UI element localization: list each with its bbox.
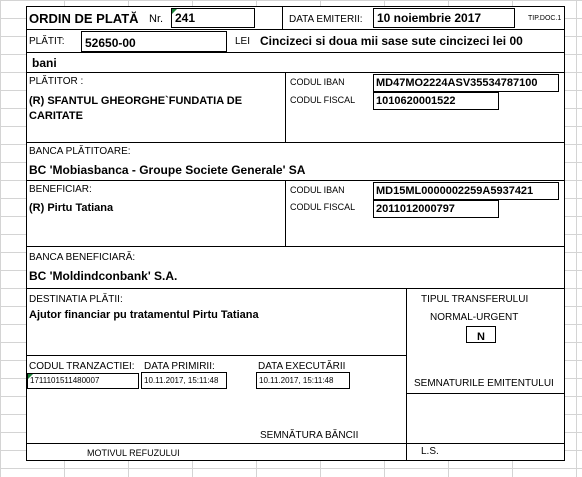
transfer-urgency-label: NORMAL-URGENT (430, 312, 519, 323)
beneficiary-iban-value: MD15ML0000002259A5937421 (376, 185, 534, 197)
divider (27, 355, 406, 356)
date-label: DATA EMITERII: (289, 14, 363, 25)
destination-label: DESTINATIA PLĂTII: (29, 294, 123, 305)
ls-label: L.S. (421, 446, 439, 457)
transfer-type-field[interactable] (466, 326, 496, 343)
date-value: 10 noiembrie 2017 (377, 11, 482, 25)
beneficiary-iban-field[interactable] (373, 182, 559, 200)
received-date-field[interactable] (141, 373, 227, 389)
divider (406, 288, 407, 460)
transfer-type-value: N (477, 331, 485, 343)
beneficiary-iban-label: CODUL IBAN (290, 185, 345, 195)
amount-label: PLĂTIT: (29, 36, 65, 47)
payer-fiscal-value: 1010620001522 (376, 95, 456, 107)
beneficiary-fiscal-label: CODUL FISCAL (290, 202, 356, 212)
payer-iban-label: CODUL IBAN (290, 77, 345, 87)
executed-date-label: DATA EXECUTĂRII (258, 361, 346, 372)
issuer-signatures-label: SEMNATURILE EMITENTULUI (414, 378, 554, 389)
payer-name-line1: (R) SFANTUL GHEORGHE`FUNDATIA DE (29, 95, 243, 107)
executed-date-field[interactable] (256, 373, 350, 389)
divider (27, 29, 564, 30)
divider (282, 7, 283, 29)
amount-words-line2: bani (32, 56, 57, 70)
divider (27, 72, 564, 73)
beneficiary-bank-name: BC 'Moldindconbank' S.A. (29, 269, 178, 283)
nr-value: 241 (175, 11, 196, 25)
refusal-reason-label: MOTIVUL REFUZULUI (87, 448, 180, 458)
divider (27, 180, 564, 181)
payment-order-form (26, 6, 565, 461)
payer-label: PLĂTITOR : (29, 76, 84, 87)
amount-words-line1: Cincizeci si doua mii sase sute cincizeci lei 00 (260, 34, 523, 48)
destination-text: Ajutor financiar pu tratamentul Pirtu Tatiana (29, 309, 259, 321)
received-date-label: DATA PRIMIRII: (144, 361, 215, 372)
divider (285, 180, 286, 246)
currency-label: LEI (235, 36, 251, 47)
executed-date-value: 10.11.2017, 15:11:48 (259, 376, 334, 385)
transaction-code-value: 1711101511480007 (30, 376, 100, 385)
transfer-type-label: TIPUL TRANSFERULUI (421, 294, 529, 305)
transaction-code-field[interactable] (27, 373, 139, 389)
amount-value: 52650-00 (85, 36, 136, 50)
divider (27, 52, 564, 53)
doc-type: TIP.DOC.1 (528, 15, 562, 22)
bank-signature-label: SEMNĂTURA BĂNCII (260, 430, 359, 441)
transaction-code-label: CODUL TRANZACTIEI: (29, 361, 135, 372)
divider (27, 443, 564, 444)
beneficiary-bank-label: BANCA BENEFICIARĂ: (29, 252, 136, 263)
payer-bank-name: BC 'Mobiasbanca - Groupe Societe Generale' SA (29, 163, 306, 177)
received-date-value: 10.11.2017, 15:11:48 (144, 376, 219, 385)
payer-bank-label: BANCA PLĂTITOARE: (29, 146, 131, 157)
beneficiary-fiscal-value: 2011012000797 (376, 203, 455, 215)
divider (27, 142, 564, 143)
payer-iban-field[interactable] (373, 74, 559, 92)
divider (406, 393, 564, 394)
divider (27, 246, 564, 247)
divider (27, 288, 564, 289)
divider (285, 72, 286, 142)
nr-field[interactable] (171, 8, 255, 28)
beneficiary-label: BENEFICIAR: (29, 184, 92, 195)
beneficiary-fiscal-field[interactable] (373, 200, 499, 218)
amount-field[interactable] (81, 31, 227, 52)
date-field[interactable] (373, 8, 515, 28)
nr-label: Nr. (149, 13, 164, 25)
payer-name-line2: CARITATE (29, 110, 83, 122)
beneficiary-name: (R) Pirtu Tatiana (29, 202, 114, 214)
payer-fiscal-label: CODUL FISCAL (290, 95, 356, 105)
payer-iban-value: MD47MO2224ASV35534787100 (376, 77, 538, 89)
payer-fiscal-field[interactable] (373, 92, 499, 110)
form-title: ORDIN DE PLATĂ (29, 11, 139, 26)
